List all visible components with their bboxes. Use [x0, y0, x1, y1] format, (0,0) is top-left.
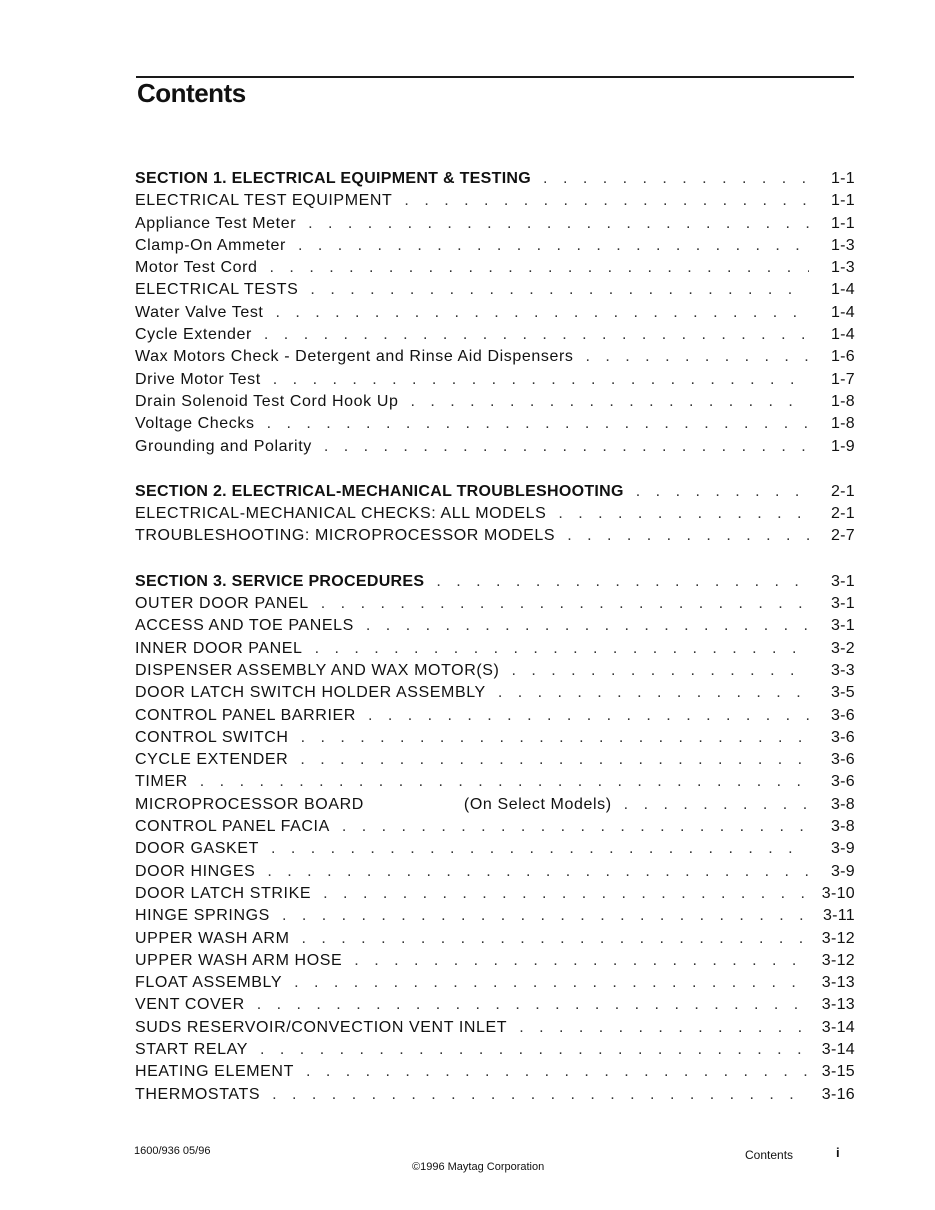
toc-page-number: 3-14: [821, 1040, 855, 1058]
dot-leader: [310, 281, 809, 299]
footer-page-number: i: [836, 1145, 840, 1160]
toc-page-number: 3-6: [830, 706, 855, 724]
toc-page-number: 3-8: [830, 818, 855, 836]
toc-page-number: 1-4: [830, 326, 855, 344]
toc-page-number: 3-13: [821, 974, 855, 992]
dot-leader: [282, 907, 809, 925]
toc-page-number: 1-3: [830, 259, 855, 277]
dot-leader: [342, 818, 809, 836]
dot-leader: [200, 773, 809, 791]
dot-leader: [271, 840, 809, 858]
dot-leader: [300, 751, 809, 769]
toc-entry: [135, 796, 855, 818]
dot-leader: [272, 1086, 809, 1104]
dot-leader: [519, 1019, 809, 1037]
dot-leader: [410, 393, 809, 411]
toc-entry: [135, 215, 855, 237]
dot-leader: [298, 237, 809, 255]
toc-entry: [135, 438, 855, 460]
toc-page-number: 3-13: [821, 996, 855, 1014]
toc-page-number: 1-9: [830, 437, 855, 455]
toc-entry: [135, 393, 855, 415]
toc-entry-label: Appliance Test Meter: [135, 214, 297, 232]
toc-section-heading: [135, 483, 855, 505]
toc-entry: [135, 907, 855, 929]
toc-page-number: 3-1: [830, 595, 855, 613]
toc-entry: [135, 640, 855, 662]
toc-page-number: 3-3: [830, 661, 855, 679]
dot-leader: [567, 527, 809, 545]
toc-page-number: 3-10: [821, 884, 855, 902]
toc-entry-label: INNER DOOR PANEL: [135, 639, 303, 657]
toc-entry-label: ELECTRICAL TESTS: [135, 281, 299, 299]
toc-entry-label: Voltage Checks: [135, 415, 255, 433]
toc-entry-label: SECTION 2. ELECTRICAL-MECHANICAL TROUBLESHOOTING: [135, 482, 624, 500]
toc-entry-label: UPPER WASH ARM: [135, 929, 290, 947]
toc-page-number: 1-8: [830, 392, 855, 410]
toc-entry-label: Water Valve Test: [135, 303, 264, 321]
toc-entry: [135, 729, 855, 751]
toc-entry: [135, 1041, 855, 1063]
dot-leader: [275, 304, 809, 322]
toc-entry-label: CONTROL SWITCH: [135, 728, 289, 746]
dot-leader: [404, 192, 809, 210]
toc-entry: [135, 818, 855, 840]
toc-entry-label: Cycle Extender: [135, 326, 252, 344]
toc-entry: [135, 974, 855, 996]
toc-entry: [135, 415, 855, 437]
toc-entry-label: THERMOSTATS: [135, 1085, 261, 1103]
toc-page-number: 3-11: [822, 907, 855, 925]
toc-entry: [135, 996, 855, 1018]
toc-entry: [135, 505, 855, 527]
toc-entry: [135, 863, 855, 885]
dot-leader: [270, 259, 809, 277]
toc-entry-label: DOOR LATCH STRIKE: [135, 884, 312, 902]
toc-entry-label: TROUBLESHOOTING: MICROPROCESSOR MODELS: [135, 527, 556, 545]
toc-entry-label: Motor Test Cord: [135, 259, 258, 277]
toc-section: [135, 170, 855, 460]
toc-entry: [135, 1019, 855, 1041]
toc-entry-note: (On Select Models): [463, 795, 612, 813]
toc-entry-label: HINGE SPRINGS: [135, 907, 270, 925]
footer-copyright: ©1996 Maytag Corporation: [412, 1161, 545, 1173]
toc-section-heading: [135, 573, 855, 595]
toc-entry-label: HEATING ELEMENT: [135, 1063, 294, 1081]
toc-entry-label: DISPENSER ASSEMBLY AND WAX MOTOR(S): [135, 661, 500, 679]
toc-page-number: 3-5: [830, 684, 855, 702]
dot-leader: [498, 684, 809, 702]
dot-leader: [511, 662, 809, 680]
dot-leader: [267, 415, 809, 433]
toc-page-number: 3-15: [821, 1063, 855, 1081]
dot-leader: [558, 505, 809, 523]
page-title: Contents: [137, 78, 246, 108]
dot-leader: [273, 371, 809, 389]
toc-entry: [135, 348, 855, 370]
toc-entry: [135, 371, 855, 393]
toc-entry-label: TIMER: [135, 773, 188, 791]
toc-entry: [135, 595, 855, 617]
toc-page-number: 3-16: [821, 1085, 855, 1103]
footer-document-code: 1600/936 05/96: [134, 1145, 211, 1157]
toc-section-heading: [135, 170, 855, 192]
dot-leader: [302, 930, 810, 948]
toc-section: [135, 573, 855, 1108]
dot-leader: [586, 348, 810, 366]
dot-leader: [264, 326, 809, 344]
toc-page-number: 3-6: [830, 773, 855, 791]
toc-entry-label: DOOR LATCH SWITCH HOLDER ASSEMBLY: [135, 684, 486, 702]
dot-leader: [321, 595, 809, 613]
toc-page-number: 1-3: [830, 236, 855, 254]
toc-entry-label: UPPER WASH ARM HOSE: [135, 951, 343, 969]
dot-leader: [366, 617, 809, 635]
dot-leader: [436, 573, 809, 591]
toc-entry-label: START RELAY: [135, 1040, 249, 1058]
toc-section: [135, 483, 855, 550]
toc-page-number: 3-6: [830, 751, 855, 769]
dot-leader: [294, 974, 809, 992]
toc-entry: [135, 304, 855, 326]
toc-entry-label: Clamp-On Ammeter: [135, 236, 286, 254]
toc-entry: [135, 707, 855, 729]
toc-entry-label: CONTROL PANEL BARRIER: [135, 706, 356, 724]
toc-page-number: 1-7: [830, 370, 855, 388]
dot-leader: [323, 885, 809, 903]
toc-page-number: 3-2: [830, 639, 855, 657]
toc-entry: [135, 237, 855, 259]
toc-entry: [135, 773, 855, 795]
toc-page-number: 1-8: [830, 415, 855, 433]
toc-entry-label: Grounding and Polarity: [135, 437, 312, 455]
toc-entry: [135, 617, 855, 639]
toc-entry-label: FLOAT ASSEMBLY: [135, 974, 283, 992]
toc-entry: [135, 281, 855, 303]
dot-leader: [636, 483, 809, 501]
toc-entry-label: SECTION 1. ELECTRICAL EQUIPMENT & TESTING: [135, 170, 532, 187]
toc-entry-label: Drain Solenoid Test Cord Hook Up: [135, 392, 399, 410]
toc-page-number: 3-1: [830, 617, 855, 635]
dot-leader: [257, 996, 809, 1014]
toc-page-number: 1-1: [830, 170, 855, 187]
dot-leader: [315, 640, 809, 658]
dot-leader: [308, 215, 809, 233]
toc-entry-label: VENT COVER: [135, 996, 245, 1014]
toc-entry-label: Drive Motor Test: [135, 370, 261, 388]
toc-page-number: 3-9: [830, 840, 855, 858]
toc-entry-label: DOOR HINGES: [135, 862, 256, 880]
toc-entry: [135, 527, 855, 549]
toc-entry-label: DOOR GASKET: [135, 840, 259, 858]
toc-page-number: 3-14: [821, 1018, 855, 1036]
toc-entry: [135, 1063, 855, 1085]
toc-entry-label: Wax Motors Check - Detergent and Rinse Aid Dispensers: [135, 348, 574, 366]
toc-entry: [135, 662, 855, 684]
dot-leader: [354, 952, 809, 970]
toc-page-number: 3-12: [821, 951, 855, 969]
toc-page-number: 3-1: [830, 572, 855, 590]
toc-entry-label: ACCESS AND TOE PANELS: [135, 617, 354, 635]
toc-entry-label: ELECTRICAL-MECHANICAL CHECKS: ALL MODELS: [135, 505, 547, 523]
dot-leader: [324, 438, 809, 456]
toc-entry-label: CONTROL PANEL FACIA: [135, 818, 330, 836]
toc-entry-label: OUTER DOOR PANEL: [135, 595, 309, 613]
toc-entry: [135, 1086, 855, 1108]
dot-leader: [267, 863, 809, 881]
toc-page-number: 3-6: [830, 728, 855, 746]
dot-leader: [368, 707, 809, 725]
toc-page-number: 1-1: [830, 192, 855, 210]
toc-page-number: 1-1: [830, 214, 855, 232]
toc-entry-label: MICROPROCESSOR BOARD: [135, 795, 364, 813]
dot-leader: [306, 1063, 809, 1081]
toc-page-number: 2-1: [830, 482, 855, 500]
toc-entry-label: SECTION 3. SERVICE PROCEDURES: [135, 572, 425, 590]
dot-leader: [624, 796, 809, 814]
toc-page-number: 1-4: [830, 281, 855, 299]
toc-entry-label: SUDS RESERVOIR/CONVECTION VENT INLET: [135, 1018, 508, 1036]
table-of-contents: [135, 170, 855, 1131]
toc-entry: [135, 952, 855, 974]
toc-page-number: 2-7: [830, 527, 855, 545]
toc-entry-label: ELECTRICAL TEST EQUIPMENT: [135, 192, 393, 210]
toc-page-number: 3-8: [830, 795, 855, 813]
toc-entry: [135, 751, 855, 773]
toc-entry: [135, 259, 855, 281]
dot-leader: [260, 1041, 809, 1059]
toc-entry: [135, 840, 855, 862]
toc-page-number: 2-1: [830, 505, 855, 523]
toc-entry-label: CYCLE EXTENDER: [135, 751, 289, 769]
dot-leader: [543, 170, 809, 188]
toc-entry: [135, 930, 855, 952]
toc-page-number: 3-12: [821, 929, 855, 947]
footer-label: Contents: [745, 1148, 794, 1162]
toc-entry: [135, 885, 855, 907]
toc-page-number: 3-9: [830, 862, 855, 880]
toc-entry: [135, 684, 855, 706]
dot-leader: [301, 729, 809, 747]
toc-page-number: 1-6: [830, 348, 855, 366]
toc-entry: [135, 192, 855, 214]
toc-page-number: 1-4: [830, 303, 855, 321]
toc-entry: [135, 326, 855, 348]
